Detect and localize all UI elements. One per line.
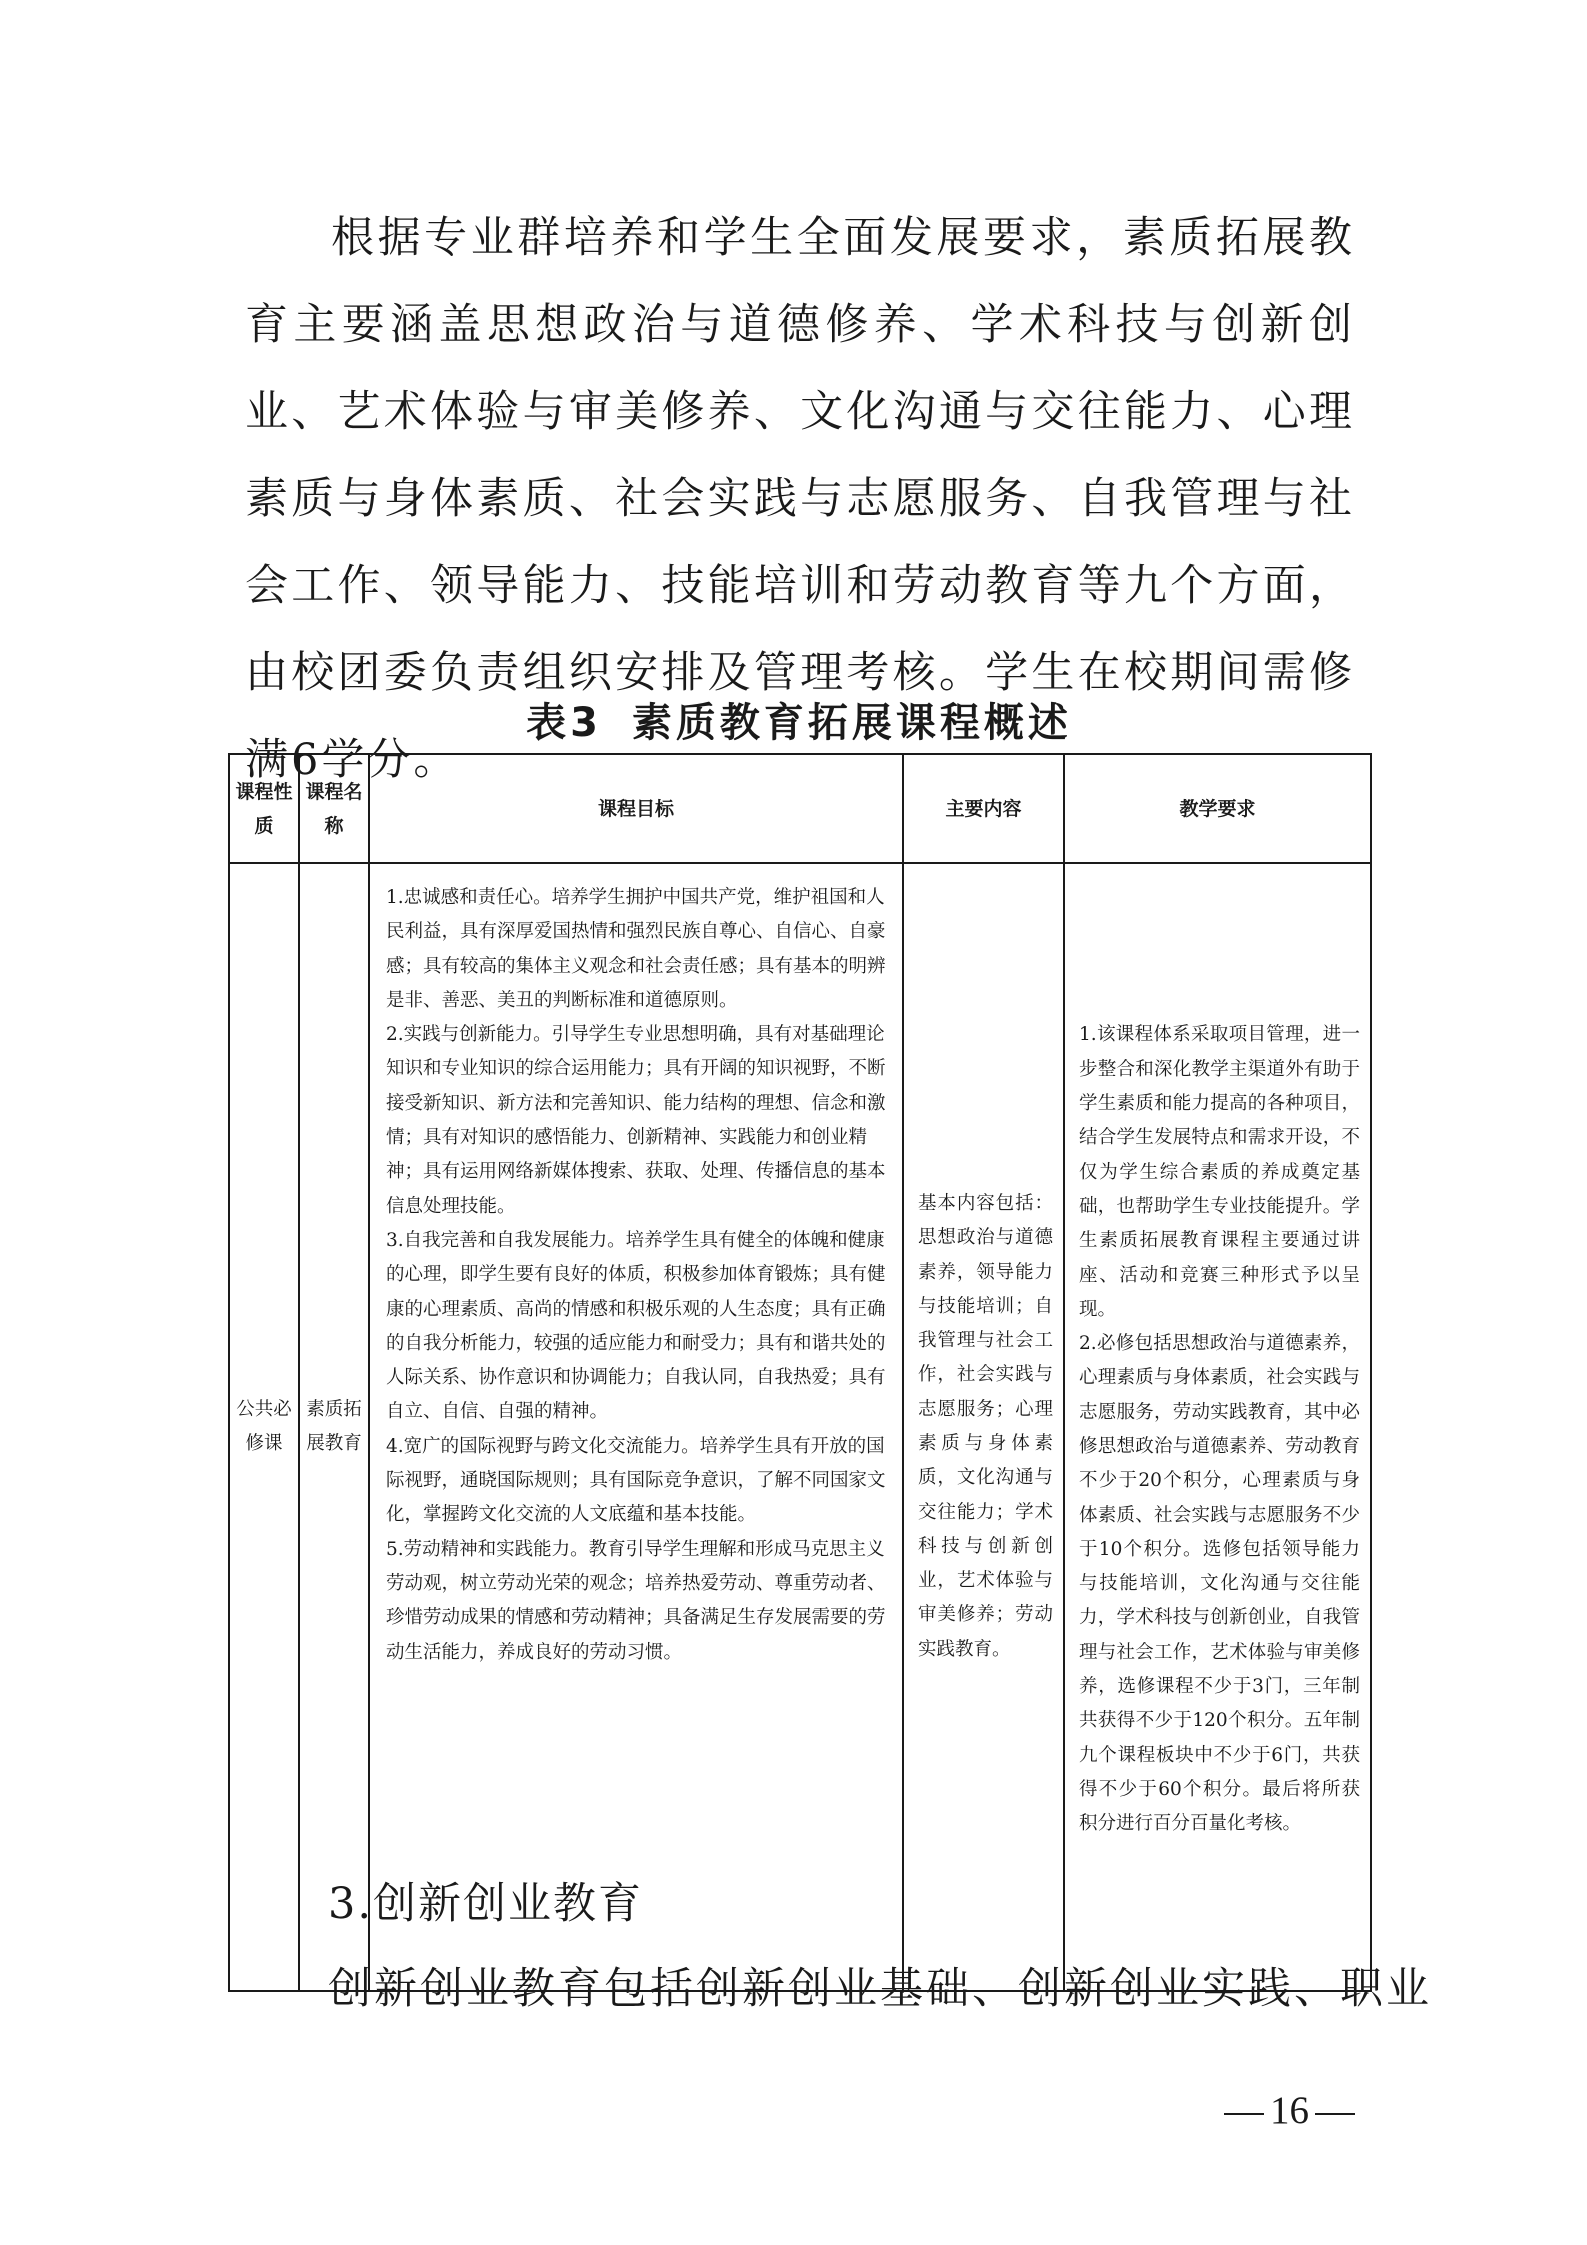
header-teaching-requirements: 教学要求 [1064,754,1371,863]
table-caption-title: 素质教育拓展课程概述 [631,700,1072,746]
course-table [228,753,1372,1992]
requirement-item: 1.该课程体系采取项目管理，进一步整合和深化教学主渠道外有助于学生素质和能力提高的各种项目，结合学生发展特点和需求开设，不仅为学生综合素质的养成奠定基础，也帮助学生专业技能提升。学生素质拓展教育课程主要通过讲座、活动和竞赛三种形式予以呈现。 [1079,1024,1360,1320]
page-number-value: 16 [1270,2089,1309,2132]
page-number-dash-left [1224,2113,1264,2115]
goal-item: 2.实践与创新能力。引导学生专业思想明确，具有对基础理论知识和专业知识的综合运用能力；具有开阔的知识视野，不断接受新知识、新方法和完善知识、能力结构的理想、信念和激情；具有对知识的感悟能力、创新精神、实践能力和创业精神；具有运用网络新媒体搜索、获取、处理、传播信息的基本信息处理技能。 [386,1024,886,1217]
goal-item: 3.自我完善和自我发展能力。培养学生具有健全的体魄和健康的心理，即学生要有良好的体质，积极参加体育锻炼；具有健康的心理素质、高尚的情感和积极乐观的人生态度；具有正确的自我分析能力，较强的适应能力和耐受力；具有和谐共处的人际关系、协作意识和协调能力；自我认同，自我热爱；具有自立、自信、自强的精神。 [386,1229,886,1423]
cell-main-content: 基本内容包括：思想政治与道德素养，领导能力与技能培训；自我管理与社会工作，社会实践与志愿服务；心理素质与身体素质，文化沟通与交往能力；学术科技与创新创业，艺术体验与审美修养；劳动实践教育。 [903,863,1064,1991]
table-row [229,863,1371,1991]
page-number [1218,2086,1361,2136]
table-header-row [229,754,1371,863]
cell-course-name: 素质拓展教育 [299,863,369,1991]
section-body: 创新创业教育包括创新创业基础、创新创业实践、职业 [328,1964,1432,2014]
table-caption [228,688,1370,758]
section-heading: 3.创新创业教育 [328,1879,644,1929]
goal-item: 4.宽广的国际视野与跨文化交流能力。培养学生具有开放的国际视野，通晓国际规则；具有国际竞争意识，了解不同国家文化，掌握跨文化交流的人文底蕴和基本技能。 [386,1435,886,1526]
requirement-item: 2.必修包括思想政治与道德素养，心理素质与身体素质，社会实践与志愿服务，劳动实践教育，其中必修思想政治与道德素养、劳动教育不少于20个积分，心理素质与身体素质、社会实践与志愿服务不少于10个积分。选修包括领导能力与技能培训，文化沟通与交往能力，学术科技与创新创业，自我管理与社会工作，艺术体验与审美修养，选修课程不少于3门，三年制共获得不少于120个积分。五年制九个课程板块中不少于6门，共获得不少于60个积分。最后将所获积分进行百分百量化考核。 [1079,1333,1360,1835]
page-number-dash-right [1315,2113,1355,2115]
header-course-goals: 课程目标 [369,754,903,863]
cell-teaching-requirements [1064,863,1371,1991]
table-caption-number: 表3 [526,700,602,746]
intro-paragraph: 根据专业群培养和学生全面发展要求，素质拓展教育主要涵盖思想政治与道德修养、学术科技与创新创业、艺术体验与审美修养、文化沟通与交往能力、心理素质与身体素质、社会实践与志愿服务、自我管理与社会工作、领导能力、技能培训和劳动教育等九个方面，由校团委负责组织安排及管理考核。学生在校期间需修满6学分。 [245,213,1355,785]
header-course-name: 课程名称 [299,754,369,863]
cell-course-goals [369,863,903,1991]
cell-course-nature: 公共必修课 [229,863,299,1991]
goal-item: 1.忠诚感和责任心。培养学生拥护中国共产党，维护祖国和人民利益，具有深厚爱国热情和强烈民族自尊心、自信心、自豪感；具有较高的集体主义观念和社会责任感；具有基本的明辨是非、善恶、美丑的判断标准和道德原则。 [386,887,886,1011]
header-course-nature: 课程性质 [229,754,299,863]
goal-item: 5.劳动精神和实践能力。教育引导学生理解和形成马克思主义劳动观，树立劳动光荣的观念；培养热爱劳动、尊重劳动者、珍惜劳动成果的情感和劳动精神；具备满足生存发展需要的劳动生活能力，养成良好的劳动习惯。 [386,1538,886,1663]
header-main-content: 主要内容 [903,754,1064,863]
